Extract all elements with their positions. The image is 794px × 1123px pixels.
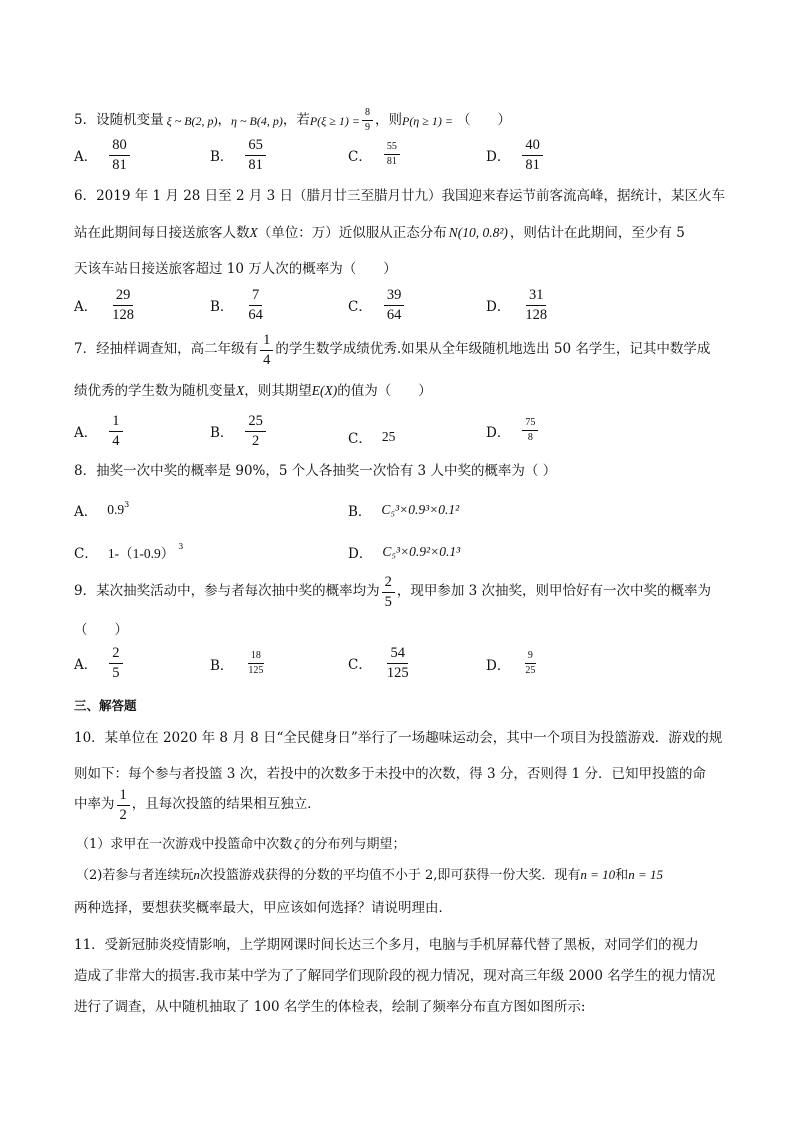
q9-line-1-a: 9．某次抽奖活动中，参与者每次抽中奖的概率均为 <box>74 583 380 600</box>
q7-line-2 <box>74 384 432 399</box>
q6-var-x: X <box>249 225 258 240</box>
q9-option-d-fraction <box>522 651 538 676</box>
q8-option-b-text: C₅³×0.9³×0.1² <box>381 502 460 517</box>
q5-cond-fraction <box>362 108 373 133</box>
section-heading: 三、解答题 <box>74 698 137 713</box>
q10-line-3-a: 中率为 <box>74 796 115 813</box>
q7-option-b-fraction <box>245 414 266 448</box>
q7-option-a-num: 1 <box>109 414 122 432</box>
q5-option-a-label: A． <box>74 149 98 165</box>
q9-option-c[interactable] <box>348 646 414 680</box>
q10-sub-2 <box>76 868 663 882</box>
q5-option-b-den: 81 <box>248 156 263 173</box>
q6-line-2-c: ，则估计在此期间，至少有 5 <box>509 225 685 241</box>
q10-frac-num: 1 <box>117 788 130 806</box>
q9-option-c-num: 54 <box>387 646 408 664</box>
q7-line-1-a: 7．经抽样调查知，高二年级有 <box>74 341 259 358</box>
q7-option-a[interactable] <box>74 414 125 448</box>
q7-option-b-label: B． <box>210 425 234 441</box>
q9-option-b-num: 18 <box>248 651 264 664</box>
q5-option-c-fraction <box>384 142 400 167</box>
q9-option-d-den: 25 <box>525 665 536 676</box>
q5-eta-dist: η ~ B(4, p) <box>231 113 283 128</box>
q10-frac-den: 2 <box>119 806 127 823</box>
q8-option-c[interactable] <box>74 542 183 562</box>
q10-fraction <box>117 788 130 822</box>
q5-option-b-num: 65 <box>245 138 266 156</box>
q8-option-a[interactable] <box>74 500 129 520</box>
q7-var-x: X <box>236 383 245 398</box>
q7-option-d-num: 75 <box>522 418 538 431</box>
q7-option-d-label: D． <box>486 424 511 441</box>
q7-frac-den: 4 <box>263 351 271 368</box>
q9-line-1 <box>74 575 711 609</box>
q6-option-c-den: 64 <box>386 306 402 323</box>
q5-if-text: ，若 <box>282 111 310 128</box>
q6-option-b[interactable] <box>210 288 268 322</box>
q5-option-d-label: D． <box>486 149 511 165</box>
q9-option-c-label: C． <box>348 657 372 673</box>
q7-fraction <box>260 333 273 367</box>
q10-sub-1-b: 的分布列与期望； <box>301 837 406 852</box>
q7-option-d[interactable] <box>486 418 540 443</box>
q6-option-c-label: C． <box>348 299 372 315</box>
q7-expectation: E(X) <box>311 383 338 398</box>
q6-option-b-num: 7 <box>249 288 262 306</box>
q6-option-a-label: A． <box>74 299 98 315</box>
q7-line-1-b: 的学生数学成绩优秀.如果从全年级随机地选出 50 名学生，记其中数学成 <box>275 341 711 358</box>
q9-option-a-label: A． <box>74 657 98 673</box>
q5-option-d[interactable] <box>486 138 545 172</box>
q6-line-1: 6．2019 年 1 月 28 日至 2 月 3 日（腊月廿三至腊月廿九）我国迎来春运节前客流高峰，据统计，某区火车 <box>74 188 726 204</box>
q6-option-b-fraction <box>245 288 266 322</box>
q7-option-a-den: 4 <box>112 432 120 449</box>
q6-option-a-fraction <box>109 288 137 322</box>
q8-option-c-text: 1-（1-0.9） <box>107 546 175 561</box>
q10-sub-1 <box>76 837 406 851</box>
q7-option-a-label: A． <box>74 425 98 441</box>
q8-option-d-label: D． <box>348 546 373 562</box>
q8-option-d[interactable] <box>348 542 460 562</box>
q5-option-c-num: 55 <box>384 142 400 155</box>
q8-option-d-text: C₅³×0.9²×0.1³ <box>382 544 461 559</box>
q10-var-n: n <box>193 867 200 882</box>
q9-frac-num: 2 <box>382 575 395 593</box>
q10-line-3-b: ，且每次投篮的结果相互独立． <box>131 796 321 813</box>
q5-xi-dist: ξ ~ B(2, p) <box>166 113 218 128</box>
q9-frac-den: 5 <box>384 593 392 610</box>
q9-option-a-den: 5 <box>112 664 120 681</box>
q5-option-a-fraction <box>109 138 130 172</box>
q5-option-d-num: 40 <box>522 138 543 156</box>
q10-line-3 <box>74 788 321 822</box>
q5-option-a-num: 80 <box>109 138 130 156</box>
q7-line-2-a: 绩优秀的学生数为随机变量 <box>74 383 236 399</box>
q10-sub-2-line-2: 两种选择，要想获奖概率最大，甲应该如何选择？请说明理由． <box>74 900 452 916</box>
q5-cond-left: P(ξ ≥ 1) = <box>309 113 360 128</box>
q9-option-a[interactable] <box>74 646 125 680</box>
q9-option-a-num: 2 <box>109 646 122 664</box>
q5-option-b[interactable] <box>210 138 268 172</box>
q7-option-b-num: 25 <box>245 414 266 432</box>
q6-line-2-b: （单位：万）近似服从正态分布 <box>257 225 447 241</box>
q7-option-b[interactable] <box>210 414 268 448</box>
q6-option-a-num: 29 <box>113 288 134 306</box>
q7-option-c[interactable] <box>348 427 395 447</box>
q5-paren: （ ） <box>456 111 511 128</box>
q8-option-b-label: B． <box>348 504 372 520</box>
q9-option-d-label: D． <box>486 657 511 674</box>
q6-line-2 <box>74 226 685 241</box>
q5-cond-den: 9 <box>364 122 370 133</box>
q8-option-a-sup: 3 <box>124 500 130 509</box>
q10-sub-2-a: （2)若参与者连续玩 <box>76 868 194 883</box>
q6-option-d[interactable] <box>486 288 552 322</box>
q6-option-a[interactable] <box>74 288 139 322</box>
q6-normal-dist: N(10, 0.8²) <box>448 225 508 240</box>
q6-line-3: 天该车站日接送旅客超过 10 万人次的概率为（ ） <box>74 261 397 277</box>
q6-option-c-num: 39 <box>384 288 405 306</box>
q5-option-d-fraction <box>522 138 543 172</box>
q9-fraction <box>382 575 395 609</box>
q6-option-b-den: 64 <box>248 306 263 323</box>
q6-option-d-fraction <box>522 288 550 322</box>
q5-option-c-den: 81 <box>386 156 397 167</box>
q8-option-c-sup: 3 <box>178 542 184 551</box>
q9-option-a-fraction <box>109 646 122 680</box>
q7-frac-num: 1 <box>260 333 273 351</box>
q9-option-d[interactable] <box>486 651 540 676</box>
q5-stem-text: 5．设随机变量 <box>74 111 164 128</box>
q6-option-b-label: B． <box>210 299 234 315</box>
q10-choice-n15: n = 15 <box>628 867 663 882</box>
q5-comma: ， <box>217 111 232 128</box>
q8-option-a-text: 0.9 <box>107 502 125 517</box>
q5-cond-num: 8 <box>362 108 373 121</box>
q5-option-c-label: C． <box>348 148 372 165</box>
q6-option-d-den: 128 <box>525 306 548 323</box>
q9-line-1-b: ，现甲参加 3 次抽奖，则甲恰好有一次中奖的概率为 <box>396 583 712 600</box>
q10-and: 和 <box>615 868 629 883</box>
q5-option-a-den: 81 <box>112 156 127 173</box>
q5-option-b-label: B． <box>210 149 234 165</box>
q7-line-1 <box>74 333 710 367</box>
q9-option-c-den: 125 <box>386 664 409 681</box>
q10-choice-n10: n = 10 <box>580 867 616 882</box>
q7-line-2-b: ，则其期望 <box>244 383 312 399</box>
q10-sub-1-a: （1）求甲在一次游戏中投篮命中次数 <box>76 837 293 852</box>
q6-option-c-fraction <box>384 288 405 322</box>
q5-option-c[interactable] <box>348 142 402 167</box>
q10-var-zeta: ζ <box>294 836 300 851</box>
q10-line-1: 10．某单位在 2020 年 8 月 8 日“全民健身日”举行了一场趣味运动会，其中一个项目为投篮游戏．游戏的规 <box>74 730 723 746</box>
q7-option-a-fraction <box>109 414 122 448</box>
q8-option-b[interactable] <box>348 500 459 520</box>
q10-sub-2-b: 次投篮游戏获得的分数的平均值不小于 2,即可获得一份大奖．现有 <box>199 868 581 883</box>
q9-option-b[interactable] <box>210 651 268 676</box>
q9-option-b-den: 125 <box>248 665 264 676</box>
q11-line-3: 进行了调查，从中随机抽取了 100 名学生的体检表，绘制了频率分布直方图如图所示: <box>74 999 586 1015</box>
q7-option-d-den: 8 <box>527 432 533 443</box>
q9-line-2: （ ） <box>74 622 128 638</box>
q6-option-c[interactable] <box>348 288 406 322</box>
q7-option-b-den: 2 <box>252 432 260 449</box>
q8-option-c-label: C． <box>74 546 98 562</box>
q5-option-a[interactable] <box>74 138 132 172</box>
q9-option-b-fraction <box>245 651 266 676</box>
q10-line-2: 则如下：每个参与者投篮 3 次，若投中的次数多于未投中的次数，得 3 分，否则得 1 分．已知甲投篮的命 <box>74 766 707 782</box>
q5-then-text: ，则 <box>374 111 402 128</box>
q5-stem <box>74 108 511 133</box>
q6-option-d-label: D． <box>486 299 511 315</box>
q7-option-d-fraction <box>522 418 538 443</box>
q9-option-d-num: 9 <box>525 651 536 664</box>
q5-ask: P(η ≥ 1) = <box>401 113 453 128</box>
q9-option-c-fraction <box>384 646 412 680</box>
q6-line-2-a: 站在此期间每日接送旅客人数 <box>74 225 250 241</box>
q11-line-1: 11．受新冠肺炎疫情影响，上学期网课时间长达三个多月，电脑与手机屏幕代替了黑板，对同学们的视力 <box>74 937 699 953</box>
q5-option-b-fraction <box>245 138 266 172</box>
q6-option-d-num: 31 <box>526 288 547 306</box>
q8-option-a-label: A． <box>74 504 98 520</box>
q7-line-2-c: 的值为（ ） <box>337 383 432 399</box>
q11-line-2: 造成了非常大的损害.我市某中学为了了解同学们现阶段的视力情况，现对高三年级 2000 名学生的视力情况 <box>74 968 716 984</box>
q8-line-1: 8．抽奖一次中奖的概率是 90%，5 个人各抽奖一次恰有 3 人中奖的概率为（ ） <box>74 463 557 479</box>
q6-option-a-den: 128 <box>112 306 134 323</box>
q7-option-c-label: C． <box>348 431 372 447</box>
q9-option-b-label: B． <box>210 657 234 674</box>
q5-option-d-den: 81 <box>525 156 540 173</box>
q7-option-c-text: 25 <box>381 429 396 444</box>
